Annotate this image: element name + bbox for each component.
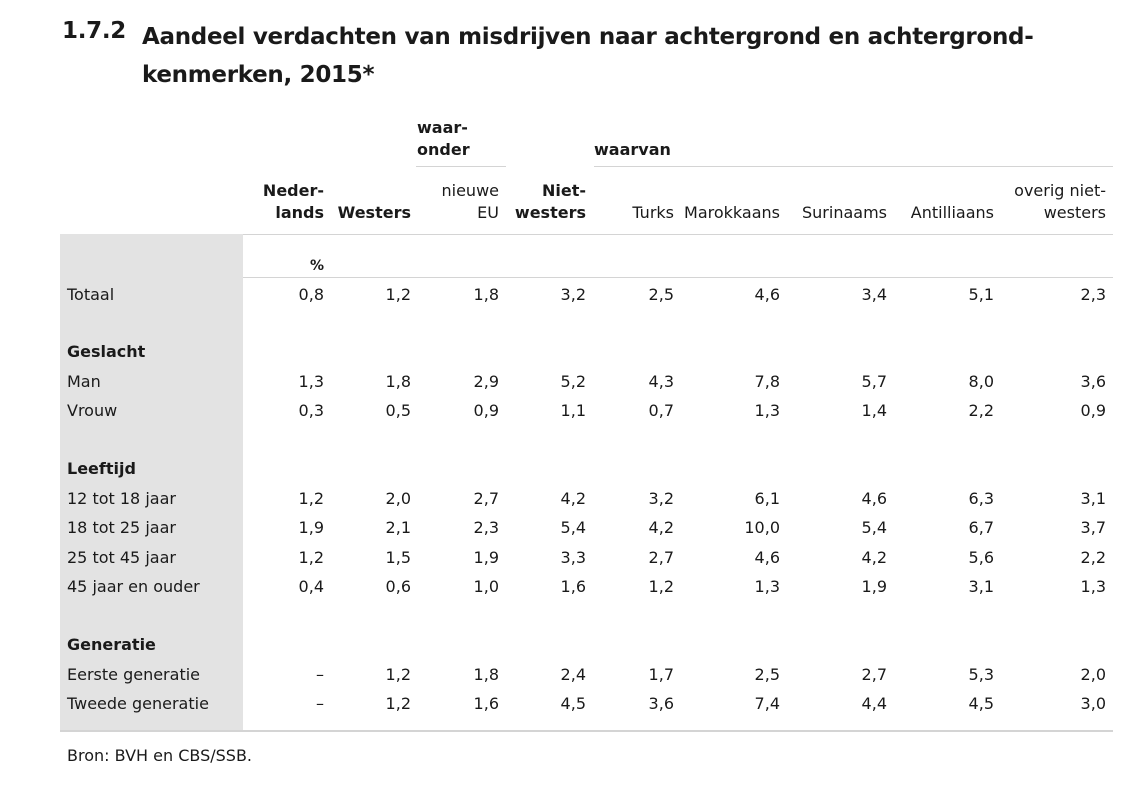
cell-surinaams: 5,7 [861,372,887,391]
cell-niet-westers: 4,2 [560,489,586,508]
cell-turks: 3,6 [648,694,674,713]
cell-surinaams: 3,4 [861,285,887,304]
cell-nieuwe-eu: 1,8 [473,285,499,304]
cell-westers: 1,2 [385,285,411,304]
cell-surinaams: 1,9 [861,577,887,596]
row-label: Man [67,372,101,391]
row-label: 25 tot 45 jaar [67,548,176,567]
row-label: Tweede generatie [67,694,209,713]
cell-marokkaans: 1,3 [754,577,780,596]
cell-nederlands: 0,3 [298,401,324,420]
cell-overig-niet-westers: 3,0 [1080,694,1106,713]
cell-turks: 1,2 [648,577,674,596]
cell-surinaams: 1,4 [861,401,887,420]
cell-turks: 2,5 [648,285,674,304]
cell-marokkaans: 7,4 [754,694,780,713]
unit-label: % [309,258,324,274]
table-number: 1.7.2 [62,18,126,44]
cell-turks: 2,7 [648,548,674,567]
cell-nederlands: – [316,694,324,713]
table-title [142,18,1042,94]
cell-nederlands: 1,2 [298,548,324,567]
cell-westers: 1,2 [385,694,411,713]
cell-turks: 0,7 [648,401,674,420]
cell-nieuwe-eu: 2,7 [473,489,499,508]
cell-overig-niet-westers: 3,1 [1080,489,1106,508]
row-label: 12 tot 18 jaar [67,489,176,508]
cell-nederlands: 1,9 [298,518,324,537]
row-label: 18 tot 25 jaar [67,518,176,537]
cell-antilliaans: 6,3 [968,489,994,508]
row-label: 45 jaar en ouder [67,577,200,596]
header-turks: Turks [632,203,674,222]
cell-niet-westers: 3,3 [560,548,586,567]
cell-overig-niet-westers: 2,0 [1080,665,1106,684]
cell-niet-westers: 1,6 [560,577,586,596]
table-bottom-rule [60,730,1113,732]
cell-overig-niet-westers: 2,2 [1080,548,1106,567]
cell-antilliaans: 5,1 [968,285,994,304]
cell-marokkaans: 2,5 [754,665,780,684]
header-marokkaans: Marokkaans [684,203,780,222]
cell-antilliaans: 5,3 [968,665,994,684]
cell-nieuwe-eu: 1,6 [473,694,499,713]
header-overig-niet-westers: overig niet- westers [1014,181,1106,222]
cell-antilliaans: 2,2 [968,401,994,420]
cell-nieuwe-eu: 2,9 [473,372,499,391]
header-antilliaans: Antilliaans [910,203,994,222]
header-bottom-rule [243,234,1113,235]
source-note: Bron: BVH en CBS/SSB. [67,746,253,765]
cell-westers: 1,5 [385,548,411,567]
row-label: Eerste generatie [67,665,200,684]
cell-nederlands: 0,8 [298,285,324,304]
cell-overig-niet-westers: 1,3 [1080,577,1106,596]
cell-turks: 4,2 [648,518,674,537]
cell-overig-niet-westers: 2,3 [1080,285,1106,304]
cell-westers: 1,8 [385,372,411,391]
group-heading: Generatie [67,635,156,654]
cell-turks: 4,3 [648,372,674,391]
group-heading: Leeftijd [67,459,136,478]
waarvan-rule [594,166,1113,167]
cell-surinaams: 4,4 [861,694,887,713]
cell-surinaams: 5,4 [861,518,887,537]
cell-marokkaans: 1,3 [754,401,780,420]
cell-westers: 2,1 [385,518,411,537]
cell-marokkaans: 10,0 [744,518,780,537]
header-niet-westers: Niet- westers [514,181,586,222]
cell-overig-niet-westers: 3,7 [1080,518,1106,537]
cell-marokkaans: 4,6 [754,285,780,304]
cell-antilliaans: 5,6 [968,548,994,567]
cell-turks: 3,2 [648,489,674,508]
header-surinaams: Surinaams [802,203,887,222]
cell-nieuwe-eu: 1,0 [473,577,499,596]
cell-overig-niet-westers: 0,9 [1080,401,1106,420]
table-title-line-1: Aandeel verdachten van misdrijven naar achtergrond en achtergrond- [142,24,1034,50]
cell-surinaams: 2,7 [861,665,887,684]
row-label: Vrouw [67,401,118,420]
cell-nieuwe-eu: 2,3 [473,518,499,537]
cell-niet-westers: 2,4 [560,665,586,684]
cell-surinaams: 4,6 [861,489,887,508]
cell-turks: 1,7 [648,665,674,684]
cell-antilliaans: 6,7 [968,518,994,537]
row-label: Totaal [67,285,115,304]
header-waaronder: waar- onder [417,118,470,159]
cell-nederlands: – [316,665,324,684]
label-column-background [60,234,243,731]
cell-niet-westers: 5,4 [560,518,586,537]
cell-niet-westers: 3,2 [560,285,586,304]
cell-westers: 1,2 [385,665,411,684]
cell-nederlands: 0,4 [298,577,324,596]
header-waarvan: waarvan [594,140,671,159]
cell-westers: 0,5 [385,401,411,420]
cell-nieuwe-eu: 0,9 [473,401,499,420]
header-westers: Westers [337,203,411,222]
cell-surinaams: 4,2 [861,548,887,567]
cell-antilliaans: 4,5 [968,694,994,713]
cell-antilliaans: 8,0 [968,372,994,391]
cell-niet-westers: 4,5 [560,694,586,713]
cell-westers: 2,0 [385,489,411,508]
group-heading: Geslacht [67,342,146,361]
cell-nieuwe-eu: 1,9 [473,548,499,567]
cell-antilliaans: 3,1 [968,577,994,596]
cell-niet-westers: 5,2 [560,372,586,391]
table-title-line-2: kenmerken, 2015* [142,62,375,88]
cell-marokkaans: 7,8 [754,372,780,391]
cell-marokkaans: 6,1 [754,489,780,508]
cell-nederlands: 1,2 [298,489,324,508]
cell-nieuwe-eu: 1,8 [473,665,499,684]
waaronder-rule [416,166,506,167]
header-nieuwe-eu: nieuwe EU [441,181,499,222]
cell-marokkaans: 4,6 [754,548,780,567]
cell-niet-westers: 1,1 [560,401,586,420]
cell-nederlands: 1,3 [298,372,324,391]
header-nederlands: Neder- lands [262,181,324,222]
unit-rule [243,277,1113,278]
cell-westers: 0,6 [385,577,411,596]
cell-overig-niet-westers: 3,6 [1080,372,1106,391]
